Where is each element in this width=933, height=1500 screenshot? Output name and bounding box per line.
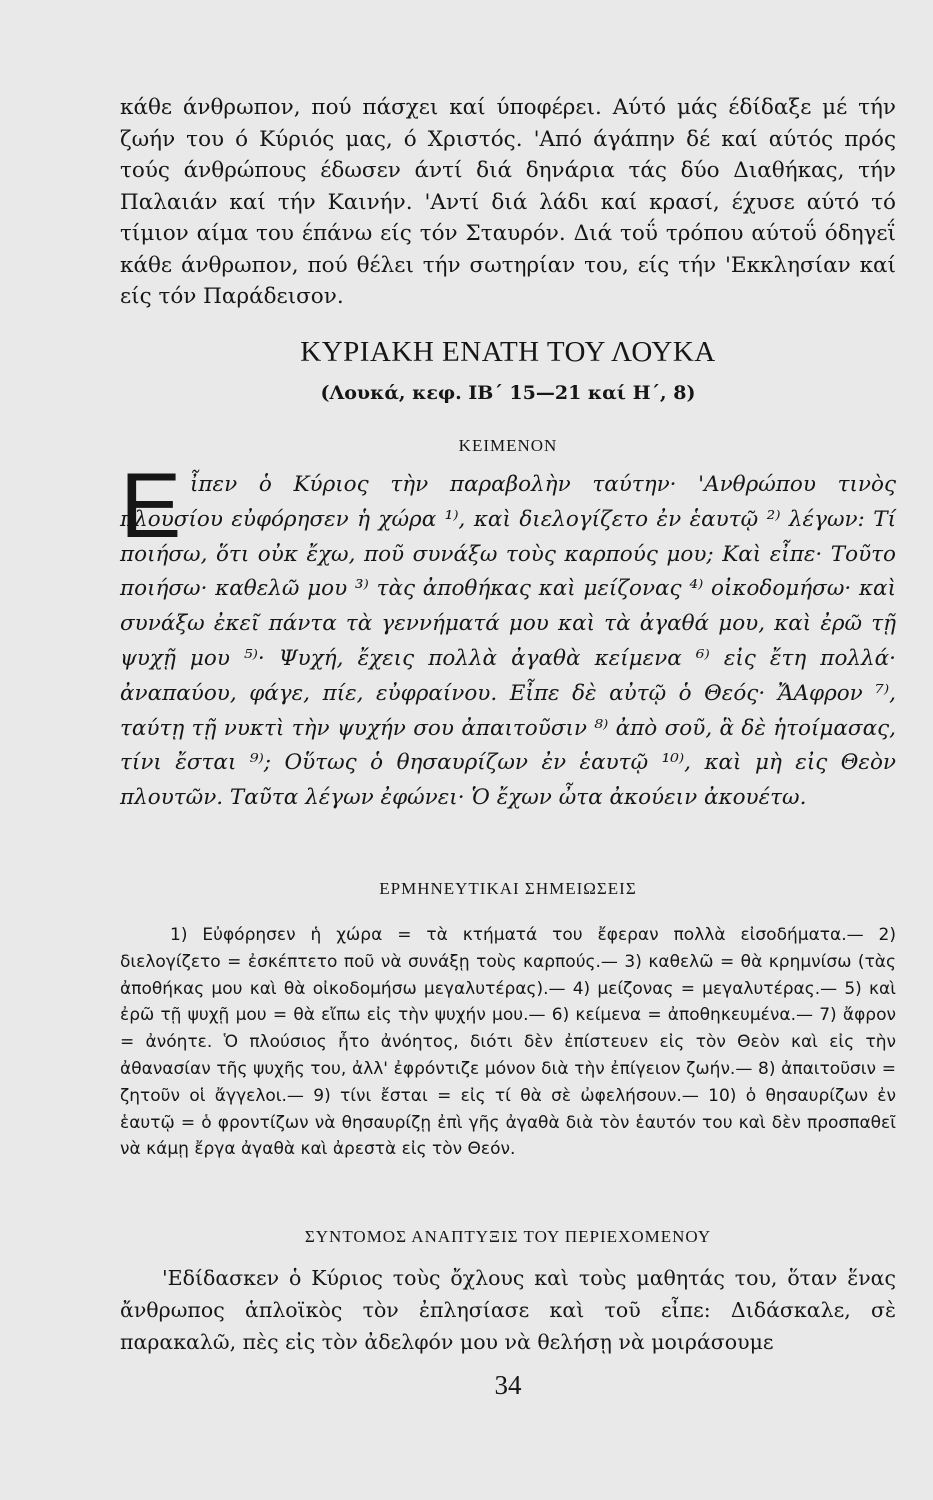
summary-text — [120, 1262, 896, 1358]
drop-cap: E — [120, 455, 182, 557]
text-section-label: ΚΕΙΜΕΝΟΝ — [458, 436, 558, 455]
summary-section-label: ΣΥΝΤΟΜΟΣ ΑΝΑΠΤΥΞΙΣ ΤΟΥ ΠΕΡΙΕΧΟΜΕΝΟΥ — [304, 1227, 712, 1246]
explanatory-notes — [120, 922, 896, 1163]
intro-paragraph — [120, 92, 896, 313]
scripture-reference: (Λουκά, κεφ. ΙΒ΄ 15—21 καί Η΄, 8) — [320, 382, 696, 404]
page-number: 34 — [494, 1370, 522, 1400]
scripture-text — [120, 455, 896, 816]
summary-paragraph: 'Εδίδασκεν ὁ Κύριος τοὺς ὄχλους καὶ τοὺς μαθητάς του, ὅταν ἕνας ἄνθρωπος ἁπλοϊκὸς τὸν ἐπλησίασε καὶ τοῦ εἶπε: Διδάσκαλε, σὲ παρακαλῶ, πὲς εἰς τὸν ἀδελφόν μου νὰ θελήσῃ νὰ μοιράσουμε — [120, 1266, 896, 1354]
notes-section-label: ΕΡΜΗΝΕΥΤΙΚΑΙ ΣΗΜΕΙΩΣΕΙΣ — [379, 879, 637, 898]
intro-text: κάθε άνθρωπον, πού πάσχει καί ύποφέρει. Αύτό μάς έδίδαξε μέ τήν ζωήν του ό Κύριός μας, ό Χριστός. 'Από άγάπην δέ καί αύτός πρός τούς άνθρώπους έδωσεν άντί διά δηνάρια τάς δύο Διαθήκας, τήν Παλαιάν καί τήν Καινήν. 'Αντί διά λάδι καί κρασί, έχυσε αύτό τό τίμιον αίμα του έπάνω είς τόν Σταυρόν. Διά τοΰ τρόπου αύτοΰ όδηγεΐ κάθε άνθρωπον, πού θέλει τήν σωτηρίαν του, είς τήν 'Εκκλησίαν καί είς τόν Παράδεισον. — [120, 95, 896, 309]
scripture-paragraph: ἶπεν ὁ Κύριος τὴν παραβολὴν ταύτην· 'Ανθρώπου τινὸς πλουσίου εὐφόρησεν ἡ χώρα ¹⁾, καὶ διελογίζετο ἐν ἑαυτῷ ²⁾ λέγων: Τί ποιήσω, ὅτι οὐκ ἔχω, ποῦ συνάξω τοὺς καρπούς μου; Καὶ εἶπε· Τοῦτο ποιήσω· καθελῶ μου ³⁾ τὰς ἀποθήκας καὶ μείζονας ⁴⁾ οἰκοδομήσω· καὶ συνάξω ἐκεῖ πάντα τὰ γεννήματά μου καὶ τὰ ἀγαθά μου, καὶ ἐρῶ τῇ ψυχῇ μου ⁵⁾· Ψυχή, ἔχεις πολλὰ ἀγαθὰ κείμενα ⁶⁾ εἰς ἔτη πολλά· ἀναπαύου, φάγε, πίε, εὐφραίνου. Εἶπε δὲ αὐτῷ ὁ Θεός· ἌΑφρον ⁷⁾, ταύτῃ τῇ νυκτὶ τὴν ψυχήν σου ἀπαιτοῦσιν ⁸⁾ ἀπὸ σοῦ, ἃ δὲ ἡτοίμασας, τίνι ἔσται ⁹⁾; Οὕτως ὁ θησαυρίζων ἐν ἑαυτῷ ¹⁰⁾, καὶ μὴ εἰς Θεὸν πλουτῶν. Ταῦτα λέγων ἐφώνει· Ὁ ἔχων ὦτα ἀκούειν ἀκουέτω. — [120, 472, 896, 811]
chapter-heading: ΚΥΡΙΑΚΗ ΕΝΑΤΗ ΤΟΥ ΛΟΥΚΑ — [300, 336, 716, 368]
notes-paragraph: 1) Εὐφόρησεν ἡ χώρα = τὰ κτήματά του ἔφεραν πολλὰ εἰσοδήματα.— 2) διελογίζετο = ἐσκέπτετο ποῦ νὰ συνάξῃ τοὺς καρπούς.— 3) καθελῶ = θὰ κρημνίσω (τὰς ἀποθήκας μου καὶ θὰ οἰκοδομήσω μεγαλυτέρας).— 4) μείζονας = μεγαλυτέρας.— 5) καὶ ἐρῶ τῇ ψυχῇ μου = θὰ εἴπω εἰς τὴν ψυχήν μου.— 6) κείμενα = ἀποθηκευμένα.— 7) ἄφρον = ἀνόητε. Ὁ πλούσιος ἦτο ἀνόητος, διότι δὲν ἐπίστευεν εἰς τὸν Θεὸν καὶ εἰς τὴν ἀθανασίαν τῆς ψυχῆς του, ἀλλ' ἐφρόντιζε μόνον διὰ τὴν ἐπίγειον ζωήν.— 8) ἀπαιτοῦσιν = ζητοῦν οἱ ἄγγελοι.— 9) τίνι ἔσται = εἰς τί θὰ σὲ ὠφελήσουν.— 10) ὁ θησαυρίζων ἐν ἑαυτῷ = ὁ φροντίζων νὰ θησαυρίζῃ ἐπὶ γῆς ἀγαθὰ διὰ τὸν ἑαυτόν του καὶ δὲν προσπαθεῖ νὰ κάμῃ ἔργα ἀγαθὰ καὶ ἀρεστὰ εἰς τὸν Θεόν. — [120, 925, 896, 1160]
